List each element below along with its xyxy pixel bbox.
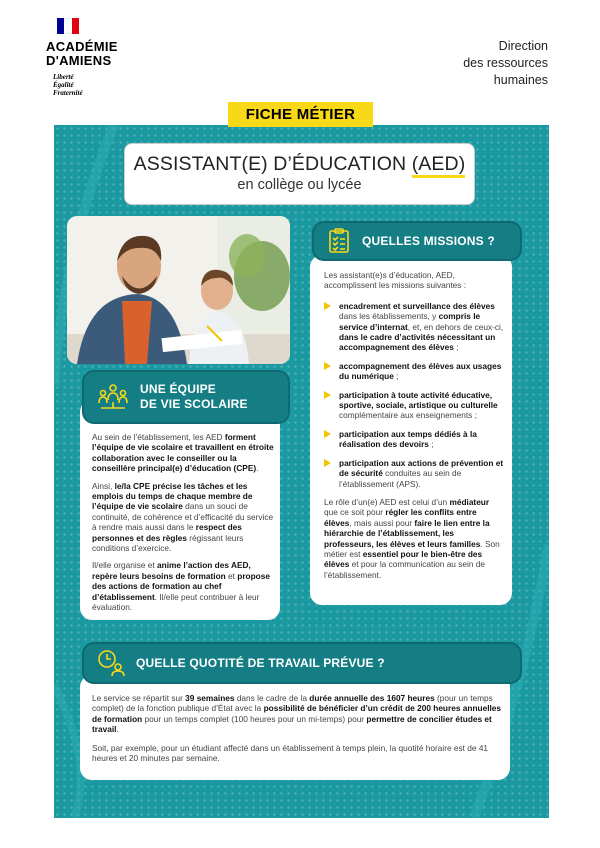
- bold-text-run: possibilité de bénéficier d’un crédit de 200 heures annuelles de formation: [92, 703, 502, 724]
- vie-scolaire-paragraph: [92, 560, 278, 612]
- text-run: dans le cadre de la: [234, 693, 310, 703]
- missions-list: [324, 301, 504, 489]
- bold-text-run: participation aux temps dédiés à la réalisation des devoirs: [339, 428, 477, 450]
- text-run: conduites au sein de l’établissement (APS).: [339, 468, 462, 489]
- quotite-paragraph: [92, 743, 502, 764]
- bold-text-run: encadrement et surveillance des élèves: [339, 300, 495, 311]
- page-title: [125, 153, 474, 176]
- text-run: ;: [428, 439, 434, 450]
- direction-line-2: des ressources: [463, 56, 548, 70]
- title-text: ASSISTANT(E) D’ÉDUCATION: [133, 153, 412, 175]
- bullet-triangle-icon: [324, 430, 331, 438]
- mission-item-text: [339, 301, 503, 353]
- vie-scolaire-title-line-1: UNE ÉQUIPE: [140, 382, 217, 396]
- text-run: dans les établissements, y: [339, 311, 439, 322]
- bold-text-run: respect des personnes et des règles: [92, 522, 242, 543]
- french-flag-logo: [57, 18, 79, 34]
- mission-item: [324, 361, 504, 382]
- bold-text-run: propose des actions de formation au chef d’établissement: [92, 570, 270, 602]
- quotite-body: [92, 693, 502, 771]
- bold-text-run: forment l’équipe de vie scolaire et travaillent en étroite collaboration avec le conseiller ou la conseillère principal(e) d’éducation (CPE): [92, 432, 274, 474]
- text-run: pour un temps complet (100 heures pour un mi-temps) pour: [142, 713, 367, 724]
- title-box: [124, 143, 475, 205]
- bold-text-run: participation aux actions de prévention et de sécurité: [339, 457, 504, 479]
- quotite-header: [82, 642, 522, 684]
- mission-item-text: [339, 361, 501, 381]
- mission-item: [324, 429, 504, 450]
- text-run: complémentaire aux enseignements ;: [339, 410, 477, 421]
- vie-scolaire-title: [140, 382, 248, 412]
- vie-scolaire-header: [82, 370, 290, 424]
- bold-text-run: permettre de concilier études et travail: [92, 713, 492, 735]
- bold-text-run: faire le lien entre la hiérarchie de l’établissement, les professeurs, les élèves et leurs familles: [324, 517, 490, 549]
- vie-scolaire-title-line-2: DE VIE SCOLAIRE: [140, 397, 248, 411]
- text-run: dans un souci de continuité, de cohérence et d’efficacité du service à rendre mais aussi dans le: [92, 501, 274, 533]
- title-highlight: (AED): [412, 153, 466, 178]
- text-run: (pour un temps complet) de la fonction publique d’État avec la: [92, 693, 493, 714]
- mission-item-text: [339, 429, 477, 449]
- direction-line-3: humaines: [493, 73, 548, 87]
- logo-line-1: ACADÉMIE: [46, 39, 118, 54]
- text-run: Le service se répartit sur: [92, 693, 186, 703]
- vie-scolaire-paragraph: [92, 481, 278, 554]
- motto-liberte: Liberté: [53, 73, 74, 81]
- quotite-paragraph: [92, 693, 502, 735]
- bold-text-run: anime l’action des AED, repère leurs besoins de formation: [92, 560, 251, 581]
- text-run: , mais aussi pour: [349, 517, 415, 528]
- fiche-metier-badge: FICHE MÉTIER: [228, 102, 373, 127]
- missions-header: [312, 221, 522, 261]
- text-run: Le rôle d’un(e) AED est celui d’un: [324, 496, 450, 507]
- text-run: Ainsi,: [92, 480, 115, 491]
- bold-text-run: régler les conflits entre élèves: [324, 507, 477, 528]
- mission-item: [324, 301, 504, 353]
- mission-item: [324, 458, 504, 489]
- bold-text-run: durée annuelle des 1607 heures: [309, 693, 435, 703]
- bullet-triangle-icon: [324, 362, 331, 370]
- vie-scolaire-paragraph: [92, 432, 278, 474]
- quotite-title: QUELLE QUOTITÉ DE TRAVAIL PRÉVUE ?: [136, 655, 385, 670]
- academie-logo-title: [46, 40, 118, 68]
- missions-title: QUELLES MISSIONS ?: [362, 233, 495, 248]
- bullet-triangle-icon: [324, 459, 331, 467]
- text-run: , et, en dehors de ceux-ci,: [407, 321, 504, 332]
- text-run: .: [256, 463, 259, 474]
- bullet-triangle-icon: [324, 391, 331, 399]
- text-run: et: [225, 570, 238, 581]
- motto-fraternite: Fraternité: [53, 89, 83, 97]
- text-run: . Son métier est: [324, 538, 500, 559]
- missions-body: [324, 270, 504, 580]
- bold-text-run: dans le cadre d’activités nécessitant un accompagnement des élèves: [339, 332, 496, 353]
- text-run: ;: [453, 342, 459, 353]
- text-run: . Il/elle peut contribuer à leur évaluation.: [92, 591, 260, 613]
- logo-line-2: D'AMIENS: [46, 53, 112, 68]
- bullet-triangle-icon: [324, 302, 331, 310]
- bold-text-run: médiateur: [449, 496, 490, 507]
- motto-egalite: Égalité: [53, 81, 74, 89]
- bold-text-run: essentiel pour le bien-être des élèves: [324, 548, 483, 570]
- text-run: que ce soit pour: [324, 507, 386, 518]
- text-run: Il/elle organise et: [92, 560, 158, 571]
- mission-item: [324, 390, 504, 421]
- text-run: régissant leurs conditions d’exercice.: [92, 532, 244, 554]
- missions-intro: Les assistant(e)s d’éducation, AED, accomplissent les missions suivantes :: [324, 270, 467, 291]
- vie-scolaire-body: [92, 432, 278, 620]
- checklist-icon: [326, 228, 352, 254]
- text-run: .: [116, 724, 119, 735]
- mission-item-text: [339, 390, 498, 421]
- work-time-icon: [96, 648, 126, 678]
- bold-text-run: 39 semaines: [185, 693, 235, 703]
- bold-text-run: compris le service d’internat: [339, 311, 481, 332]
- text-run: Au sein de l’établissement, les AED: [92, 432, 225, 442]
- text-run: et pour la communication au sein de l’établissement.: [324, 559, 485, 580]
- bold-text-run: accompagnement des élèves aux usages du numérique: [339, 360, 502, 382]
- direction-line-1: Direction: [498, 39, 548, 53]
- text-run: Soit, par exemple, pour un étudiant affecté dans un établissement à temps plein, la quotité horaire est de 41 heures et 20 minutes par semaine.: [92, 742, 489, 764]
- republic-motto: [53, 73, 83, 97]
- page-subtitle: en collège ou lycée: [237, 177, 362, 193]
- text-run: ;: [393, 371, 399, 382]
- direction-label: [463, 38, 548, 89]
- mission-item-text: [339, 458, 503, 489]
- missions-outro: [324, 497, 504, 580]
- teacher-student-photo: [67, 216, 290, 364]
- team-icon: [96, 380, 130, 414]
- bold-text-run: le/la CPE précise les tâches et les emplois du temps de chaque membre de l’équipe de vie scolaire: [92, 480, 253, 512]
- bold-text-run: participation à toute activité éducative, sportive, sociale, artistique ou culturelle: [339, 389, 498, 411]
